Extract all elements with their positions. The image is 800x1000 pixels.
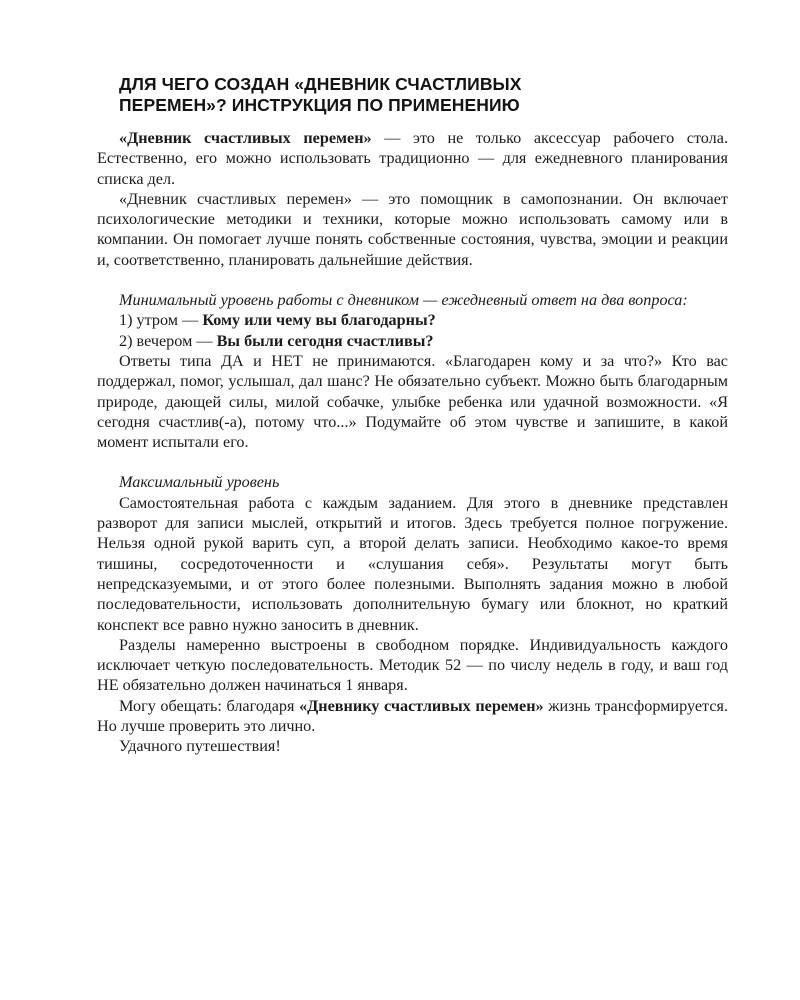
morning-question — [97, 310, 728, 330]
diary-name-bold: «Дневник счастливых перемен» — [119, 129, 372, 147]
evening-question-prefix: 2) вечером — — [119, 331, 217, 350]
minimal-level-heading: Минимальный уровень работы с дневником — ежедневный ответ на два вопроса: — [119, 291, 688, 310]
closing-line: Удачного путешествия! — [119, 737, 281, 756]
page-title-line-1: ДЛЯ ЧЕГО СОЗДАН «ДНЕВНИК СЧАСТЛИВЫХ — [119, 74, 522, 94]
maximal-paragraph-1: Самостоятельная работа с каждым заданием. Для этого в дневнике представлен разворот для записи мыслей, открытий и итогов. Здесь требуется полное погружение. Нельзя одной рукой варить суп, а второй делать записи. Необходимо какое-то время тишины, сосредоточенности и «слушания себя». Результаты могут быть непредсказуемыми, и от этого более полезными. Выполнять задания можно в любой последовательности, использовать дополнительную бумагу или блокнот, но краткий конспект все равно нужно заносить в дневник. — [97, 493, 728, 634]
maximal-level-heading: Максимальный уровень — [119, 473, 280, 492]
section-spacer — [97, 452, 728, 472]
morning-question-prefix: 1) утром — — [119, 311, 203, 330]
morning-question-text: Кому или чему вы благодарны? — [202, 311, 436, 330]
page-title-line-2: ПЕРЕМЕН»? ИНСТРУКЦИЯ ПО ПРИМЕНЕНИЮ — [119, 95, 520, 115]
document-page — [97, 74, 728, 757]
evening-question-text: Вы были сегодня счастливы? — [216, 331, 434, 350]
maximal-paragraph-3 — [97, 696, 728, 737]
evening-question — [97, 331, 728, 351]
answers-paragraph: Ответы типа ДА и НЕТ не принимаются. «Благодарен кому и за что?» Кто вас поддержал, помог, услышал, дал шанс? Не обязательно субъект. Можно быть благодарным природе, дающей силы, милой собачке, улыбке ребенка или удачной возможности. «Я сегодня счастлив(-а), потому что...» Подумайте об этом чувстве и запишите, в какой момент испытали его. — [97, 351, 728, 452]
intro-paragraph-2: «Дневник счастливых перемен» — это помощник в самопознании. Он включает психологические методики и техники, которые можно использовать самому или в компании. Он помогает лучше понять собственные состояния, чувства, эмоции и реакции и, соответственно, планировать дальнейшие действия. — [97, 189, 728, 269]
maximal-paragraph-3-prefix: Могу обещать: благодаря — [119, 696, 300, 715]
intro-paragraph-1-text: — это не только аксессуар рабочего стола. Естественно, его можно использовать традиционно — для ежедневного планирования списка дел. — [97, 129, 728, 188]
maximal-paragraph-2: Разделы намеренно выстроены в свободном порядке. Индивидуальность каждого исключает четкую последовательность. Методик 52 — по числу недель в году, и ваш год НЕ обязательно должен начинаться 1 января. — [97, 635, 728, 695]
page-title — [119, 74, 728, 116]
section-spacer — [97, 270, 728, 290]
intro-paragraph-1 — [97, 128, 728, 189]
maximal-paragraph-3-suffix: жизнь трансформируется. Но лучше проверить это лично. — [97, 696, 728, 736]
diary-name-bold-2: «Дневнику счастливых перемен» — [299, 696, 544, 715]
